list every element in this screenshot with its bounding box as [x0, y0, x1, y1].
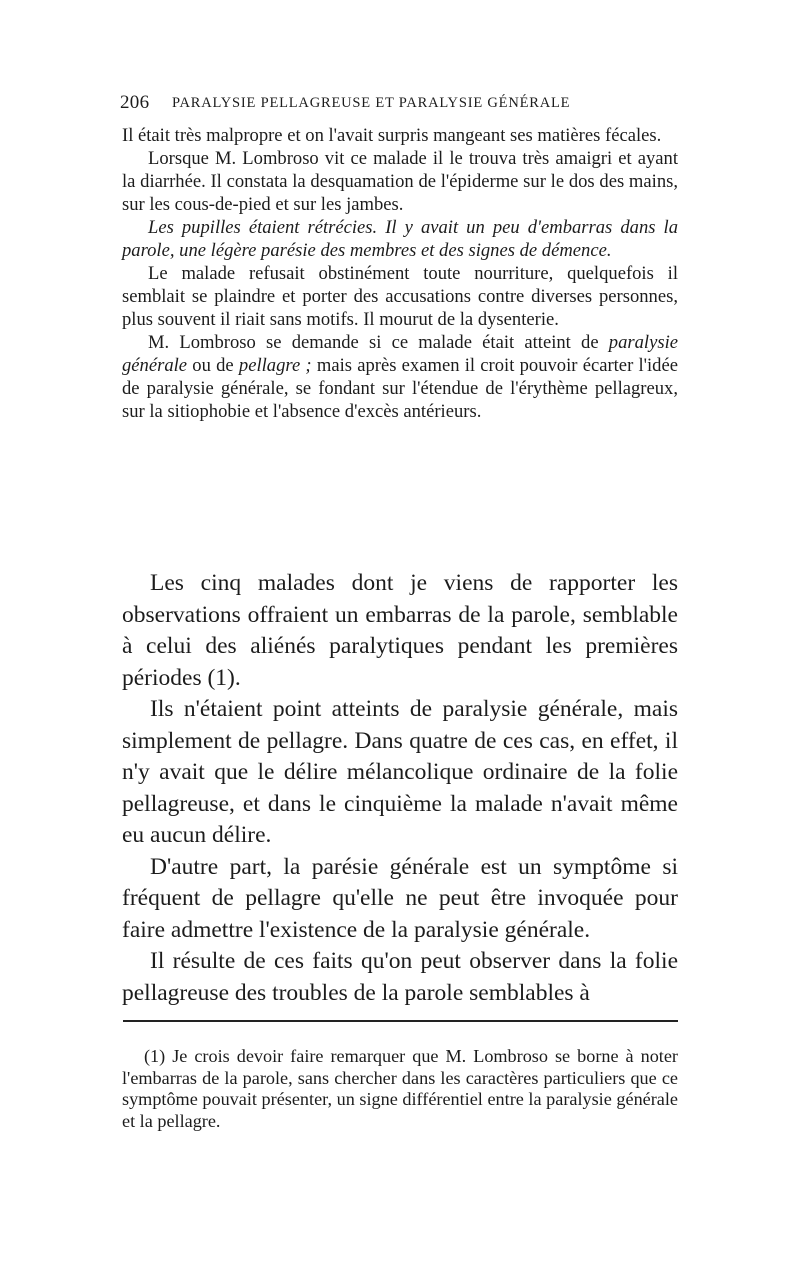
observation-paragraph-4: Le malade refusait obstinément toute nourriture, quelquefois il semblait se plaindre et porter des accusations contre diverses personnes, plus souvent il riait sans motifs. Il mourut de la dysenterie. — [122, 263, 678, 330]
discussion-paragraph-1: Les cinq malades dont je viens de rapporter les observations offraient un embarras de la parole, semblable à celui des aliénés paralytiques pendant les premières périodes (1). — [122, 570, 678, 691]
footnote-text: (1) Je crois devoir faire remarquer que M. Lombroso se borne à noter l'embarras de la parole, sans chercher dans les caractères particuliers que ce symptôme pouvait présenter, un signe différentiel entre la paralysie générale et la pellagre. — [122, 1046, 678, 1131]
discussion-paragraph-2: Ils n'étaient point atteints de paralysie générale, mais simplement de pellagre. Dans quatre de ces cas, en effet, il n'y avait que le délire mélancolique ordinaire de la folie pellagreuse, et dans le cinquième la malade n'avait même eu aucun délire. — [122, 696, 678, 848]
p5-start: M. Lombroso se demande si ce malade était atteint de — [148, 332, 609, 353]
p5-italic-term-2: pellagre ; — [238, 355, 312, 376]
discussion-paragraph-4: Il résulte de ces faits qu'on peut observer dans la folie pellagreuse des troubles de la parole semblables à — [122, 948, 678, 1006]
running-title: PARALYSIE PELLAGREUSE ET PARALYSIE GÉNÉRALE — [172, 95, 571, 111]
discussion-paragraph-3: D'autre part, la parésie générale est un symptôme si fréquent de pellagre qu'elle ne peut être invoquée pour faire admettre l'existence de la paralysie générale. — [122, 853, 678, 943]
observation-paragraph-3 — [122, 216, 678, 262]
page-number: 206 — [120, 92, 150, 113]
observation-paragraph-2: Lorsque M. Lombroso vit ce malade il le trouva très amaigri et ayant la diarrhée. Il constata la desquamation de l'épiderme sur le dos des mains, sur les cous-de-pied et sur les jambes. — [122, 148, 678, 215]
p5-mid: ou de — [187, 355, 239, 376]
footnote — [122, 1046, 678, 1132]
discussion-text — [122, 568, 678, 1009]
italic-symptoms: Les pupilles étaient rétrécies. Il y avait un peu d'embarras dans la parole, une légère parésie des membres et des signes de démence. — [122, 217, 678, 261]
running-header — [120, 92, 680, 116]
observation-paragraph-1: Il était très malpropre et on l'avait surpris mangeant ses matières fécales. — [122, 125, 662, 146]
p5-italic-term-1: paralysie générale — [122, 332, 678, 376]
footnote-separator — [123, 1020, 678, 1022]
p5-end: mais après examen il croit pouvoir écarter l'idée de paralysie générale, se fondant sur l'étendue de l'érythème pellagreux, sur la sitiophobie et l'absence d'excès antérieurs. — [122, 355, 678, 422]
observation-text — [122, 124, 678, 423]
observation-paragraph-5 — [122, 331, 678, 423]
